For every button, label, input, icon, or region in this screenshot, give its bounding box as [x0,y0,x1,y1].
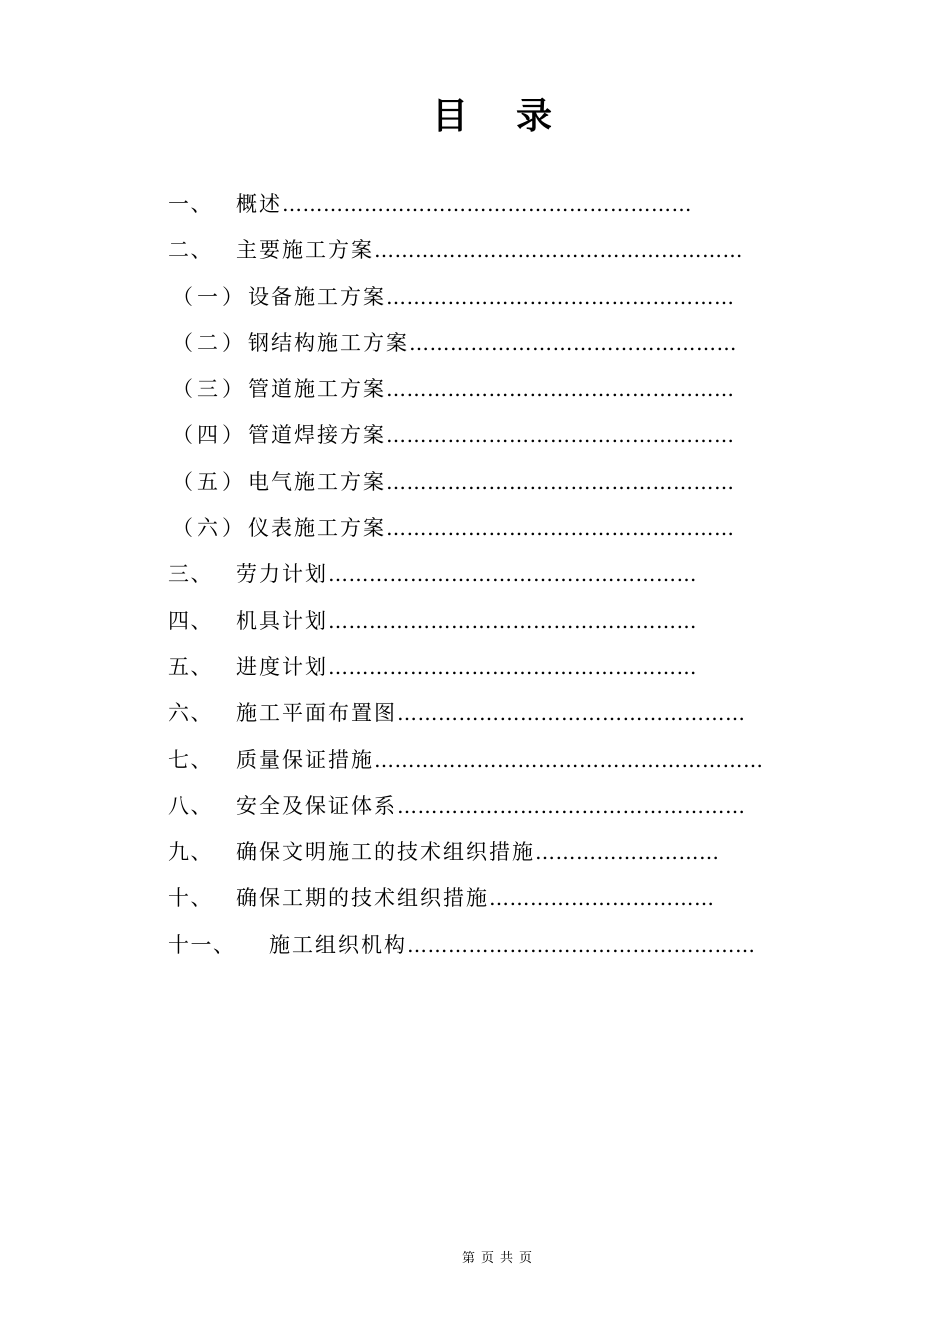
toc-entry[interactable] [168,925,808,971]
toc-entry[interactable] [168,415,808,461]
toc-entry-label: 机具计划 [236,608,328,633]
toc-leader-dots: ……………………………………………… [328,654,697,679]
toc-entry-number: 十、 [168,886,213,911]
toc-entry[interactable] [168,508,808,554]
page-footer: 第页共页 [461,1251,538,1266]
toc-entry[interactable] [168,786,808,832]
toc-entry-number: 六、 [168,701,213,726]
toc-entry[interactable] [168,230,808,276]
toc-entry-number: 一、 [168,192,213,216]
toc-entry-label: 进度计划 [236,654,328,679]
toc-leader-dots: ……………………………………………… [328,608,697,633]
toc-leader-dots: ………………………………………………… [374,747,764,772]
toc-entry-number: 八、 [168,793,213,818]
toc-leader-dots: ……………………… [535,840,720,865]
toc-entry-label: 设备施工方案 [248,284,386,309]
toc-entry-number: 九、 [168,840,213,865]
toc-entry[interactable] [168,277,808,323]
toc-leader-dots: …………………………………………… [386,516,735,541]
table-of-contents [168,184,808,971]
toc-entry-label: 确保文明施工的技术组织措施 [236,840,535,865]
toc-entry-label: 管道焊接方案 [248,423,386,448]
toc-leader-dots: …………………………………………… [407,932,756,957]
toc-leader-dots: ………………………………………… [409,330,737,355]
toc-entry[interactable] [168,323,808,369]
toc-entry-number: 五、 [168,654,213,679]
toc-entry[interactable] [168,878,808,924]
toc-entry-number: （一） [172,284,247,309]
toc-entry-label: 质量保证措施 [236,747,374,772]
toc-entry-number: （四） [172,423,247,448]
toc-leader-dots: …………………………………………… [397,701,746,726]
page-title: 目录 [431,96,600,137]
toc-entry-label: 仪表施工方案 [248,516,386,541]
toc-entry-number: 十一、 [168,932,236,957]
toc-entry-number: （三） [172,377,247,402]
toc-entry[interactable] [168,832,808,878]
toc-entry-number: 三、 [168,562,213,587]
toc-entry-label: 电气施工方案 [248,469,386,494]
toc-entry-label: 劳力计划 [236,562,328,587]
toc-leader-dots: …………………………………………… [386,423,735,448]
toc-entry-number: （六） [172,516,247,541]
toc-entry-label: 主要施工方案 [236,238,374,263]
toc-entry[interactable] [168,601,808,647]
toc-leader-dots: …………………………………………… [386,377,735,402]
toc-leader-dots: …………………………………………… [386,284,735,309]
toc-leader-dots: …………………………………………………… [282,192,692,216]
toc-leader-dots: …………………………………………… [386,469,735,494]
toc-leader-dots: …………………………………………… [397,793,746,818]
toc-leader-dots: ……………………………………………… [374,238,743,263]
toc-entry[interactable] [168,740,808,786]
toc-entry-number: 七、 [168,747,213,772]
toc-entry[interactable] [168,647,808,693]
toc-entry-label: 施工组织机构 [269,932,407,957]
toc-entry-label: 概述 [236,192,282,216]
toc-entry-number: （二） [172,330,247,355]
toc-entry-label: 安全及保证体系 [236,793,397,818]
toc-entry[interactable] [168,693,808,739]
toc-entry-label: 确保工期的技术组织措施 [236,886,489,911]
toc-entry-number: （五） [172,469,247,494]
toc-entry[interactable] [168,369,808,415]
toc-entry-label: 钢结构施工方案 [248,330,409,355]
toc-leader-dots: …………………………… [489,886,715,911]
toc-leader-dots: ……………………………………………… [328,562,697,587]
toc-entry[interactable] [168,462,808,508]
toc-entry-label: 管道施工方案 [248,377,386,402]
toc-entry[interactable] [168,184,808,230]
toc-entry[interactable] [168,554,808,600]
toc-entry-label: 施工平面布置图 [236,701,397,726]
toc-entry-number: 二、 [168,238,213,263]
toc-entry-number: 四、 [168,608,213,633]
